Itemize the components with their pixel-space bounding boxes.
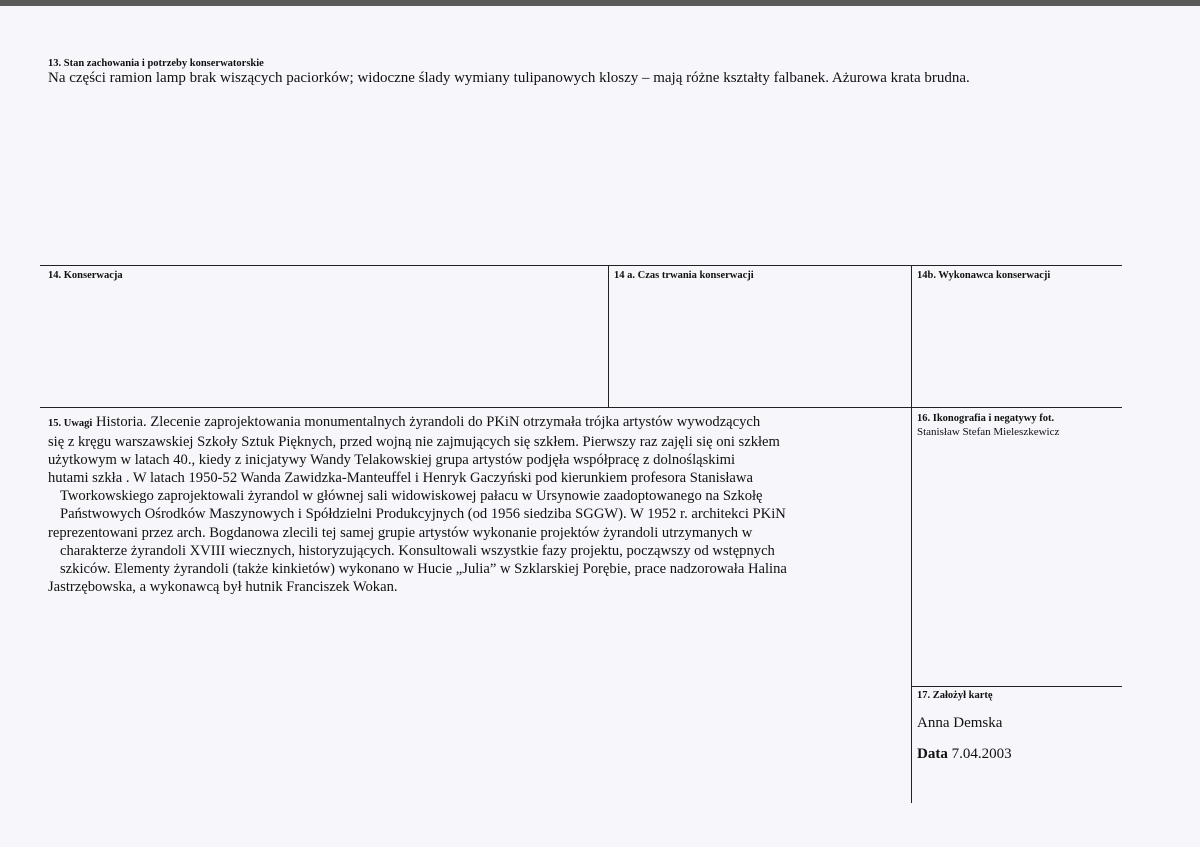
section-17-date [917,746,1187,763]
divider-14-14a [608,265,609,408]
section-17-label: 17. Założył kartę [917,690,993,701]
section-15-line-8: charakterze żyrandoli XVIII wiecznych, historyzujących. Konsultowali wszystkie fazy projektu, począwszy od wstępnych [60,542,775,559]
section-15-line-10: Jastrzębowska, a wykonawcą był hutnik Franciszek Wokan. [48,578,398,595]
section-13 [48,58,1148,87]
section-14-label: 14. Konserwacja [48,270,123,281]
divider-top-14 [40,265,1122,266]
section-15-label: 15. Uwagi [48,418,93,429]
section-15-line-9: szkiców. Elementy żyrandoli (także kinkietów) wykonano w Hucie „Julia” w Szklarskiej Porębie, prace nadzorowała Halina [60,560,787,577]
divider-top-15 [40,407,1122,408]
section-15-line-6: Państwowych Ośrodków Maszynowych i Spółdzielni Produkcyjnych (od 1956 siedziba SGGW). W 1952 r. architekci PKiN [60,506,786,523]
section-15-line-7: reprezentowani przez arch. Bogdanowa zlecili tej samej grupie artystów wykonanie projektów żyrandoli utrzymanych w [48,524,753,541]
section-14b-label: 14b. Wykonawca konserwacji [917,270,1051,281]
section-16-photographer: Stanisław Stefan Mieleszkewicz [917,426,1060,438]
section-13-text: Na części ramion lamp brak wiszących paciorków; widoczne ślady wymiany tulipanowych kloszy – mają różne kształty falbanek. Ażurowa krata brudna. [48,70,970,86]
section-15-line-4: hutami szkła . W latach 1950-52 Wanda Zawidzka-Manteuffel i Henryk Gaczyński pod kierunkiem profesora Stanisława [48,470,753,487]
section-16 [917,413,1187,438]
section-15 [48,413,898,596]
section-15-line-5: Tworkowskiego zaprojektowali żyrandol w głównej sali widowiskowej pałacu w Ursynowie zaadoptowanego na Szkołę [60,488,763,505]
scan-top-edge [0,0,1200,6]
date-value: 7.04.2003 [951,746,1012,762]
section-17-author: Anna Demska [917,715,1003,731]
divider-top-17 [911,686,1122,687]
date-label: Data [917,746,948,762]
section-16-label: 16. Ikonografia i negatywy fot. [917,413,1055,424]
section-14a-label: 14 a. Czas trwania konserwacji [614,270,754,281]
section-15-line-1: 15. Uwagi Historia. Zlecenie zaprojektowania monumentalnych żyrandoli do PKiN otrzymała trójka artystów wywodzących [48,414,761,430]
divider-right-column [911,265,912,803]
section-17 [917,690,1187,763]
section-15-line-2: się z kręgu warszawskiej Szkoły Sztuk Pięknych, przed wojną nie zajmujących się szkłem. Pierwszy raz zajęli się oni szkłem [48,434,780,451]
section-13-label: 13. Stan zachowania i potrzeby konserwatorskie [48,58,264,69]
section-15-line-3: użytkowym w latach 40., kiedy z inicjatywy Wandy Telakowskiej grupa artystów podjęła współpracę z dolnośląskimi [48,452,736,469]
